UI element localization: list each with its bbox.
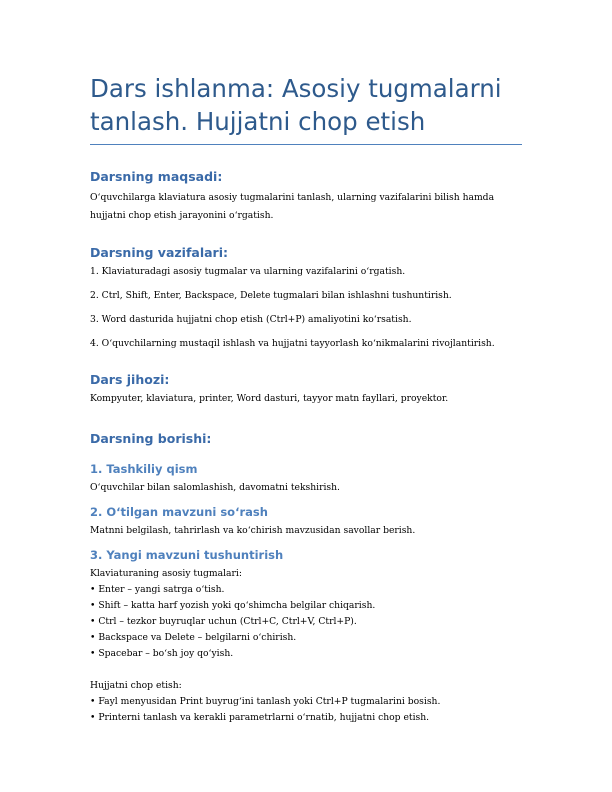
list-item: • Backspace va Delete – belgilarni o‘chirish. (90, 630, 522, 646)
step2-text: Matnni belgilash, tahrirlash va ko‘chirish mavzusidan savollar berish. (90, 525, 416, 536)
list-item: • Shift – katta harf yozish yoki qo‘shimcha belgilar chiqarish. (90, 598, 522, 614)
task-item: 4. O‘quvchilarning mustaqil ishlash va hujjatni tayyorlash ko‘nikmalarini rivojlantirish. (90, 338, 495, 349)
print-intro: Hujjatni chop etish: (90, 680, 182, 691)
goal-text: O‘quvchilarga klaviatura asosiy tugmalarini tanlash, ularning vazifalarini bilish hamda hujjatni chop etish jarayonini o‘rgatish. (90, 192, 495, 221)
goal-heading: Darsning maqsadi: (90, 169, 223, 184)
task-item: 1. Klaviaturadagi asosiy tugmalar va ularning vazifalarini o‘rgatish. (90, 266, 406, 277)
step3-heading: 3. Yangi mavzuni tushuntirish (90, 548, 284, 562)
equipment-text: Kompyuter, klaviatura, printer, Word dasturi, tayyor matn fayllari, proyektor. (90, 393, 449, 404)
document-title (90, 72, 522, 138)
step1-text: O‘quvchilar bilan salomlashish, davomatni tekshirish. (90, 482, 340, 493)
task-item: 2. Ctrl, Shift, Enter, Backspace, Delete tugmalari bilan ishlashni tushuntirish. (90, 290, 452, 301)
print-list (90, 694, 522, 726)
title-line-1: Dars ishlanma: Asosiy tugmalarni (90, 74, 502, 103)
title-divider (90, 144, 522, 145)
keys-list (90, 582, 522, 662)
title-line-2: tanlash. Hujjatni chop etish (90, 107, 426, 136)
list-item: • Fayl menyusidan Print buyrug‘ini tanlash yoki Ctrl+P tugmalarini bosish. (90, 694, 522, 710)
list-item: • Printerni tanlash va kerakli parametrlarni o‘rnatib, hujjatni chop etish. (90, 710, 522, 726)
list-item: • Spacebar – bo‘sh joy qo‘yish. (90, 646, 522, 662)
step1-heading: 1. Tashkiliy qism (90, 462, 198, 476)
list-item: • Enter – yangi satrga o‘tish. (90, 582, 522, 598)
process-heading: Darsning borishi: (90, 431, 212, 446)
list-item: • Ctrl – tezkor buyruqlar uchun (Ctrl+C, Ctrl+V, Ctrl+P). (90, 614, 522, 630)
step2-heading: 2. O‘tilgan mavzuni so‘rash (90, 505, 268, 519)
equipment-heading: Dars jihozi: (90, 372, 170, 387)
keys-intro: Klaviaturaning asosiy tugmalari: (90, 568, 242, 579)
task-item: 3. Word dasturida hujjatni chop etish (Ctrl+P) amaliyotini ko‘rsatish. (90, 314, 412, 325)
tasks-heading: Darsning vazifalari: (90, 245, 228, 260)
